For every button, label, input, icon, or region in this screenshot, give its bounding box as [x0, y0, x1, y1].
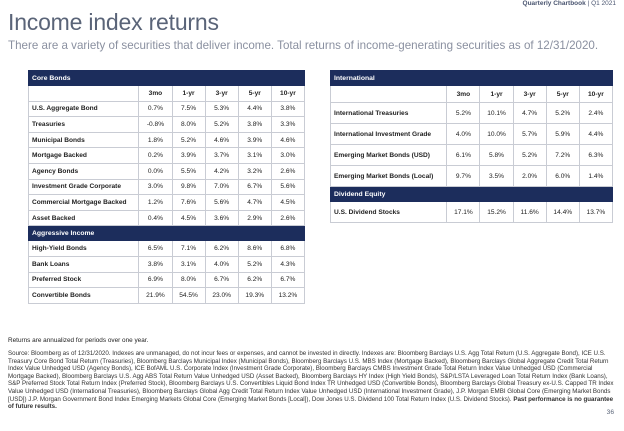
return-value: 6.3% — [579, 145, 612, 166]
return-value: 5.3% — [205, 101, 238, 117]
return-value: 7.2% — [546, 145, 579, 166]
brand-label: Quarterly Chartbook — [522, 0, 586, 7]
column-header: 3-yr — [513, 86, 546, 103]
return-value: 3.6% — [205, 210, 238, 226]
right-returns-table — [330, 70, 613, 223]
row-label: U.S. Aggregate Bond — [29, 101, 139, 117]
return-value: 21.9% — [139, 288, 172, 304]
return-value: 6.7% — [271, 272, 304, 288]
return-value: 6.7% — [238, 179, 271, 195]
return-value: 0.2% — [139, 148, 172, 164]
return-value: 13.2% — [271, 288, 304, 304]
table-row — [29, 210, 305, 226]
section-header: Core Bonds — [29, 71, 305, 86]
return-value: 9.7% — [447, 166, 480, 187]
return-value: 3.9% — [238, 132, 271, 148]
header-bar — [523, 0, 616, 7]
table-row — [331, 166, 613, 187]
return-value: 54.5% — [172, 288, 205, 304]
return-value: 4.0% — [447, 124, 480, 145]
return-value: 3.9% — [172, 148, 205, 164]
return-value: 4.4% — [579, 124, 612, 145]
return-value: 6.7% — [205, 272, 238, 288]
return-value: 3.1% — [172, 256, 205, 272]
row-label: Agency Bonds — [29, 163, 139, 179]
column-header: 5-yr — [546, 86, 579, 103]
return-value: 5.2% — [513, 145, 546, 166]
return-value: 5.6% — [205, 195, 238, 211]
table-row — [331, 124, 613, 145]
return-value: 7.6% — [172, 195, 205, 211]
column-header: 1-yr — [480, 86, 513, 103]
column-header: 3mo — [447, 86, 480, 103]
page-number: 36 — [606, 409, 614, 416]
return-value: 0.7% — [139, 101, 172, 117]
return-value: 6.5% — [139, 241, 172, 257]
row-label: Commercial Mortgage Backed — [29, 195, 139, 211]
row-label: High-Yield Bonds — [29, 241, 139, 257]
row-label: Municipal Bonds — [29, 132, 139, 148]
table-row — [29, 272, 305, 288]
column-header: 3mo — [139, 86, 172, 102]
row-label: International Treasuries — [331, 103, 447, 124]
return-value: 4.7% — [238, 195, 271, 211]
table-row — [29, 179, 305, 195]
return-value: 6.0% — [546, 166, 579, 187]
return-value: 0.4% — [139, 210, 172, 226]
row-label: Emerging Market Bonds (Local) — [331, 166, 447, 187]
column-header: 10-yr — [579, 86, 612, 103]
return-value: 5.2% — [205, 117, 238, 133]
return-value: 4.2% — [205, 163, 238, 179]
return-value: 6.2% — [205, 241, 238, 257]
return-value: 4.0% — [205, 256, 238, 272]
source-footnote — [8, 350, 616, 411]
return-value: 3.8% — [271, 101, 304, 117]
return-value: 1.8% — [139, 132, 172, 148]
return-value: 3.2% — [238, 163, 271, 179]
return-value: 7.1% — [172, 241, 205, 257]
row-label: Asset Backed — [29, 210, 139, 226]
return-value: 3.5% — [480, 166, 513, 187]
return-value: 5.2% — [238, 256, 271, 272]
column-header: 10-yr — [271, 86, 304, 102]
return-value: 2.6% — [271, 163, 304, 179]
table-row — [331, 145, 613, 166]
row-label: Investment Grade Corporate — [29, 179, 139, 195]
return-value: 8.6% — [238, 241, 271, 257]
return-value: 3.0% — [271, 148, 304, 164]
return-value: 17.1% — [447, 202, 480, 223]
return-value: 2.0% — [513, 166, 546, 187]
return-value: 3.7% — [205, 148, 238, 164]
column-header-row — [331, 86, 613, 103]
return-value: 5.5% — [172, 163, 205, 179]
return-value: 5.2% — [546, 103, 579, 124]
return-value: 6.9% — [139, 272, 172, 288]
disclaimer-text: Past performance is no guarantee of future results. — [8, 395, 614, 411]
return-value: 4.4% — [238, 101, 271, 117]
return-value: 7.5% — [172, 101, 205, 117]
table-row — [29, 163, 305, 179]
return-value: 5.2% — [447, 103, 480, 124]
return-value: 10.0% — [480, 124, 513, 145]
return-value: 5.2% — [172, 132, 205, 148]
section-header: Aggressive Income — [29, 226, 305, 241]
return-value: 7.0% — [205, 179, 238, 195]
return-value: 5.7% — [513, 124, 546, 145]
return-value: 6.1% — [447, 145, 480, 166]
return-value: 3.8% — [139, 256, 172, 272]
table-row — [29, 241, 305, 257]
source-text: Source: Bloomberg as of 12/31/2020. Indexes are unmanaged, do not incur fees or expenses, and cannot be invested in directly. Indexes are: Bloomberg Barclays U.S. Agg Total Return (U.S. Aggregate Bond), ICE U.S. Treasury Core Bond Total Return (Treasuries), Bloomberg Barclays Municipal Index (Municipal Bonds), Bloomberg Barclays U.S. MBS Index (Mortgage Backed), Bloomberg Barclays Global Aggregate Credit Total Return Index Value Unhedged USD (Agency Bonds), ICE BofAML U.S. Corporate Index (Investment Grade Corporate), Bloomberg Barclays CMBS Investment Grade Total Return Index Value Unhedged USD (Commercial Mortgage Backed), Bloomberg Barclays U.S. Agg ABS Total Return Value Unhedged USD (Asset Backed), Bloomberg Barclays HY Index (High Yield Bonds), S&P/LSTA Leveraged Loan Total Return Index (Bank Loans), S&P Preferred Stock Total Return Index (Preferred Stock), Bloomberg Barclays U.S. Convertibles Liquid Bond Index TR Unhedged USD (Convertible Bonds), Bloomberg Barclays Global Treasury ex-U.S. Capped TR Index Value Unhedged USD (International Treasuries), Bloomberg Barclays Global Agg Credit Total Return Index Value Unhedged USD (International Investment Grade), J.P. Morgan EMBI Global Core (Emerging Market Bonds [USD]) J.P. Morgan Government Bond Index Emerging Markets Global Core (Emerging Market Bonds [Local]), Dow Jones U.S. Dividend 100 Total Return Index (U.S. Dividend Stocks). — [8, 350, 614, 403]
section-header-row — [331, 187, 613, 202]
return-value: 6.2% — [238, 272, 271, 288]
return-value: 9.8% — [172, 179, 205, 195]
return-value: 15.2% — [480, 202, 513, 223]
section-header: Dividend Equity — [331, 187, 613, 202]
return-value: 5.8% — [480, 145, 513, 166]
return-value: 8.0% — [172, 117, 205, 133]
section-header: International — [331, 71, 613, 86]
table-row — [29, 117, 305, 133]
row-label: Preferred Stock — [29, 272, 139, 288]
annualized-note: Returns are annualized for periods over one year. — [8, 337, 149, 344]
page-title: Income index returns — [8, 9, 219, 35]
return-value: 5.6% — [271, 179, 304, 195]
row-label: Mortgage Backed — [29, 148, 139, 164]
return-value: 11.6% — [513, 202, 546, 223]
column-header: 3-yr — [205, 86, 238, 102]
return-value: 1.4% — [579, 166, 612, 187]
return-value: 3.3% — [271, 117, 304, 133]
return-value: 4.5% — [271, 195, 304, 211]
return-value: 4.6% — [205, 132, 238, 148]
column-header-row — [29, 86, 305, 102]
table-row — [29, 148, 305, 164]
return-value: 8.0% — [172, 272, 205, 288]
header-separator: | — [587, 0, 590, 7]
column-header: 5-yr — [238, 86, 271, 102]
return-value: 14.4% — [546, 202, 579, 223]
column-header: 1-yr — [172, 86, 205, 102]
column-header-blank — [331, 86, 447, 103]
return-value: 13.7% — [579, 202, 612, 223]
page-subtitle: There are a variety of securities that deliver income. Total returns of income-generating securities as of 12/31/2020. — [8, 39, 599, 52]
left-returns-table — [28, 70, 305, 304]
section-header-row — [29, 71, 305, 86]
row-label: Emerging Market Bonds (USD) — [331, 145, 447, 166]
table-row — [331, 202, 613, 223]
table-row — [29, 256, 305, 272]
period-label: Q1 2021 — [591, 0, 616, 7]
return-value: 4.7% — [513, 103, 546, 124]
return-value: 23.0% — [205, 288, 238, 304]
return-value: 3.8% — [238, 117, 271, 133]
return-value: 2.6% — [271, 210, 304, 226]
return-value: 6.8% — [271, 241, 304, 257]
return-value: 19.3% — [238, 288, 271, 304]
table-row — [29, 101, 305, 117]
section-header-row — [331, 71, 613, 86]
section-header-row — [29, 226, 305, 241]
row-label: U.S. Dividend Stocks — [331, 202, 447, 223]
return-value: 10.1% — [480, 103, 513, 124]
row-label: Convertible Bonds — [29, 288, 139, 304]
column-header-blank — [29, 86, 139, 102]
row-label: Bank Loans — [29, 256, 139, 272]
row-label: Treasuries — [29, 117, 139, 133]
table-row — [29, 132, 305, 148]
return-value: 2.4% — [579, 103, 612, 124]
table-row — [29, 195, 305, 211]
return-value: 0.0% — [139, 163, 172, 179]
table-row — [29, 288, 305, 304]
return-value: 4.5% — [172, 210, 205, 226]
return-value: 4.3% — [271, 256, 304, 272]
table-row — [331, 103, 613, 124]
return-value: 3.1% — [238, 148, 271, 164]
row-label: International Investment Grade — [331, 124, 447, 145]
return-value: 5.9% — [546, 124, 579, 145]
return-value: 3.0% — [139, 179, 172, 195]
return-value: -0.8% — [139, 117, 172, 133]
return-value: 1.2% — [139, 195, 172, 211]
return-value: 2.9% — [238, 210, 271, 226]
return-value: 4.6% — [271, 132, 304, 148]
